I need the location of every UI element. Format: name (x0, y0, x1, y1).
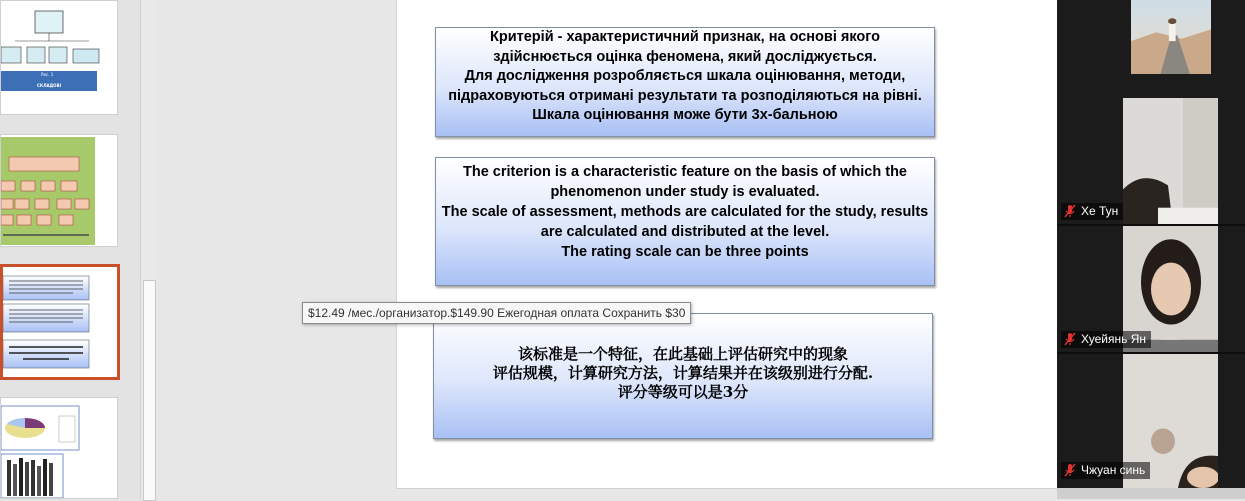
participant-label-2 (1061, 203, 1123, 220)
ukrainian-line-2: здійснюється оцінка феномена, який досліджується. (493, 48, 877, 65)
participant-tile-4[interactable] (1057, 354, 1245, 490)
ukrainian-line-3: Для дослідження розробляється шкала оцінювання, методи, (464, 68, 906, 84)
ukrainian-line-1: Критерій - характеристичний признак, на основі якого (490, 29, 880, 45)
thumbnail-1-note: СКЛАДОВІ (37, 83, 62, 88)
muted-microphone-icon (1063, 463, 1077, 477)
slide-thumbnail-pane (0, 0, 140, 499)
video-panel-footer (1057, 488, 1245, 499)
slide-thumbnail-1[interactable] (0, 0, 118, 115)
thumbnail-scrollbar[interactable] (140, 0, 157, 499)
participant-tile-2[interactable] (1057, 98, 1245, 226)
english-line-1: The criterion is a characteristic feature on the basis of which the (463, 164, 907, 180)
thumbnail-1-caption: Рис. 1 (41, 72, 54, 77)
participant-video-panel (1057, 0, 1245, 488)
current-slide[interactable] (396, 0, 1057, 489)
english-line-5: The rating scale can be three points (561, 244, 809, 260)
chinese-line-3: 评分等级可以是3分 (617, 383, 749, 401)
participant-name-3: Хуейянь Ян (1081, 332, 1146, 346)
ukrainian-text-box[interactable] (435, 27, 935, 137)
chinese-text-box[interactable] (433, 313, 933, 439)
english-line-4: are calculated and distributed at the level. (540, 224, 830, 240)
participant-label-4 (1061, 462, 1150, 479)
muted-microphone-icon (1063, 204, 1077, 218)
slide-thumbnail-3-selected[interactable] (0, 264, 120, 380)
participant-name-4: Чжуан синь (1081, 463, 1146, 477)
ukrainian-line-5: Шкала оцінювання може бути 3х-бальною (532, 107, 838, 123)
thumbnail-1-preview (1, 1, 118, 115)
thumbnail-2-preview (1, 135, 118, 247)
english-line-2: phenomenon under study is evaluated. (550, 184, 820, 200)
english-text-box[interactable] (435, 157, 935, 286)
thumbnail-3-preview (3, 267, 119, 379)
slide-thumbnail-4[interactable] (0, 397, 118, 499)
thumbnail-scrollbar-thumb[interactable] (143, 280, 156, 501)
chinese-line-1: 该标准是一个特征，在此基础上评估研究中的现象 (517, 345, 848, 363)
slide-canvas (157, 0, 1057, 499)
chinese-line-2: 评估规模，计算研究方法，计算结果并在该级别进行分配. (492, 364, 874, 382)
participant-video-1 (1131, 0, 1211, 74)
participant-label-3 (1061, 331, 1151, 348)
participant-tile-3[interactable] (1057, 226, 1245, 354)
pricing-tooltip: $12.49 /мес./организатор.$149.90 Ежегодная оплата Сохранить $30 (302, 302, 691, 324)
muted-microphone-icon (1063, 332, 1077, 346)
participant-name-2: Хе Тун (1081, 204, 1119, 218)
slide-thumbnail-2[interactable] (0, 134, 118, 247)
thumbnail-4-preview (1, 398, 118, 499)
ukrainian-line-4: підраховуються отримані результати та розподіляються на рівні. (448, 87, 922, 104)
participant-video-2 (1123, 98, 1218, 226)
english-line-3: The scale of assessment, methods are calculated for the study, results (441, 204, 929, 220)
